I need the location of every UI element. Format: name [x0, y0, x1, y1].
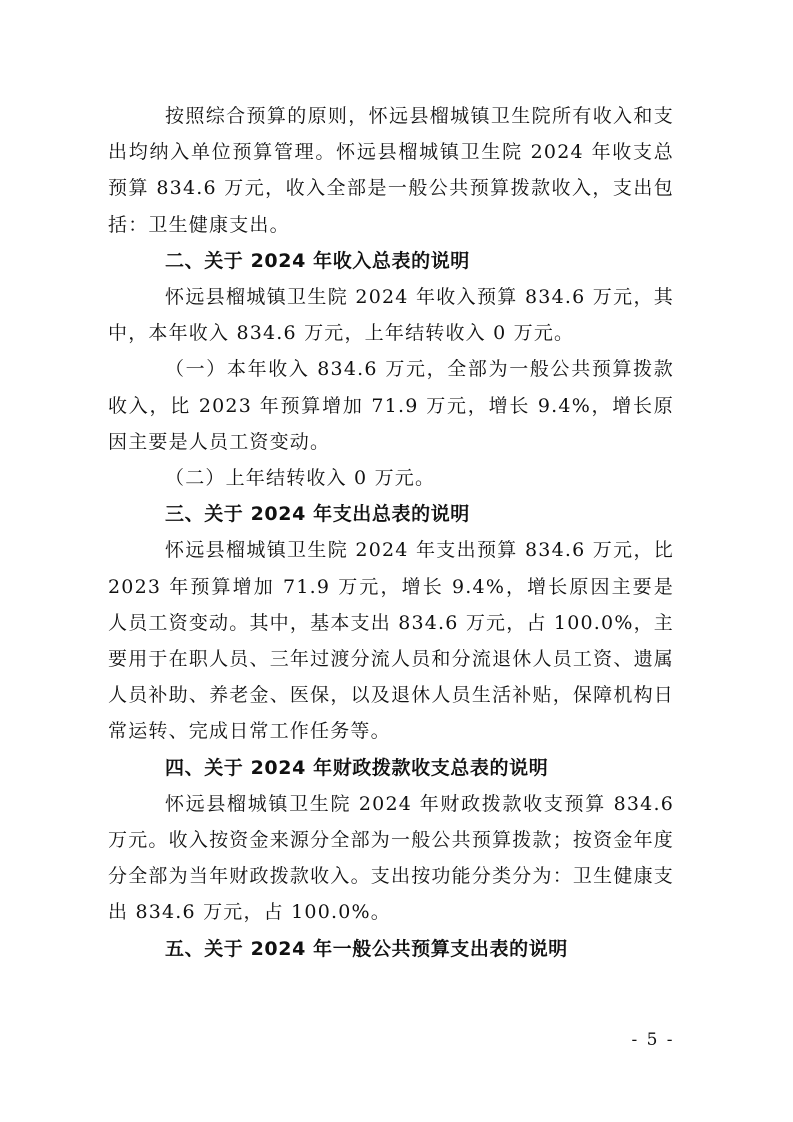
section-heading-expenditure-summary: 三、关于 2024 年支出总表的说明: [165, 503, 470, 526]
document-body: [108, 98, 674, 967]
paragraph-current-year-income: （一）本年收入 834.6 万元，全部为一般公共预算拨款收入，比 2023 年预算增加 71.9 万元，增长 9.4%，增长原因主要是人员工资变动。: [108, 358, 674, 453]
paragraph-expenditure-detail: 怀远县榴城镇卫生院 2024 年支出预算 834.6 万元，比 2023 年预算增加 71.9 万元，增长 9.4%，增长原因主要是人员工资变动。其中，基本支出 834.6 万元，占 100.0%，主要用于在职人员、三年过渡分流人员和分流退休人员工资、遗属人员补助、养老金、医保，以及退休人员生活补贴，保障机构日常运转、完成日常工作任务等。: [108, 539, 674, 743]
paragraph-fiscal-appropriation: 怀远县榴城镇卫生院 2024 年财政拨款收支预算 834.6 万元。收入按资金来源分全部为一般公共预算拨款；按资金年度分全部为当年财政拨款收入。支出按功能分类分为：卫生健康支出 834.6 万元，占 100.0%。: [108, 792, 674, 924]
paragraph-carryover-income: （二）上年结转收入 0 万元。: [165, 467, 436, 490]
page-number: - 5 -: [631, 1030, 675, 1050]
paragraph-budget-principle: 按照综合预算的原则，怀远县榴城镇卫生院所有收入和支出均纳入单位预算管理。怀远县榴城镇卫生院 2024 年收支总预算 834.6 万元，收入全部是一般公共预算拨款收入，支出包括：卫生健康支出。: [108, 105, 674, 236]
section-heading-income-summary: 二、关于 2024 年收入总表的说明: [165, 249, 470, 272]
paragraph-income-total: 怀远县榴城镇卫生院 2024 年收入预算 834.6 万元，其中，本年收入 834.6 万元，上年结转收入 0 万元。: [108, 286, 674, 345]
section-heading-general-public-budget: 五、关于 2024 年一般公共预算支出表的说明: [165, 937, 568, 960]
section-heading-fiscal-appropriation: 四、关于 2024 年财政拨款收支总表的说明: [165, 756, 549, 779]
